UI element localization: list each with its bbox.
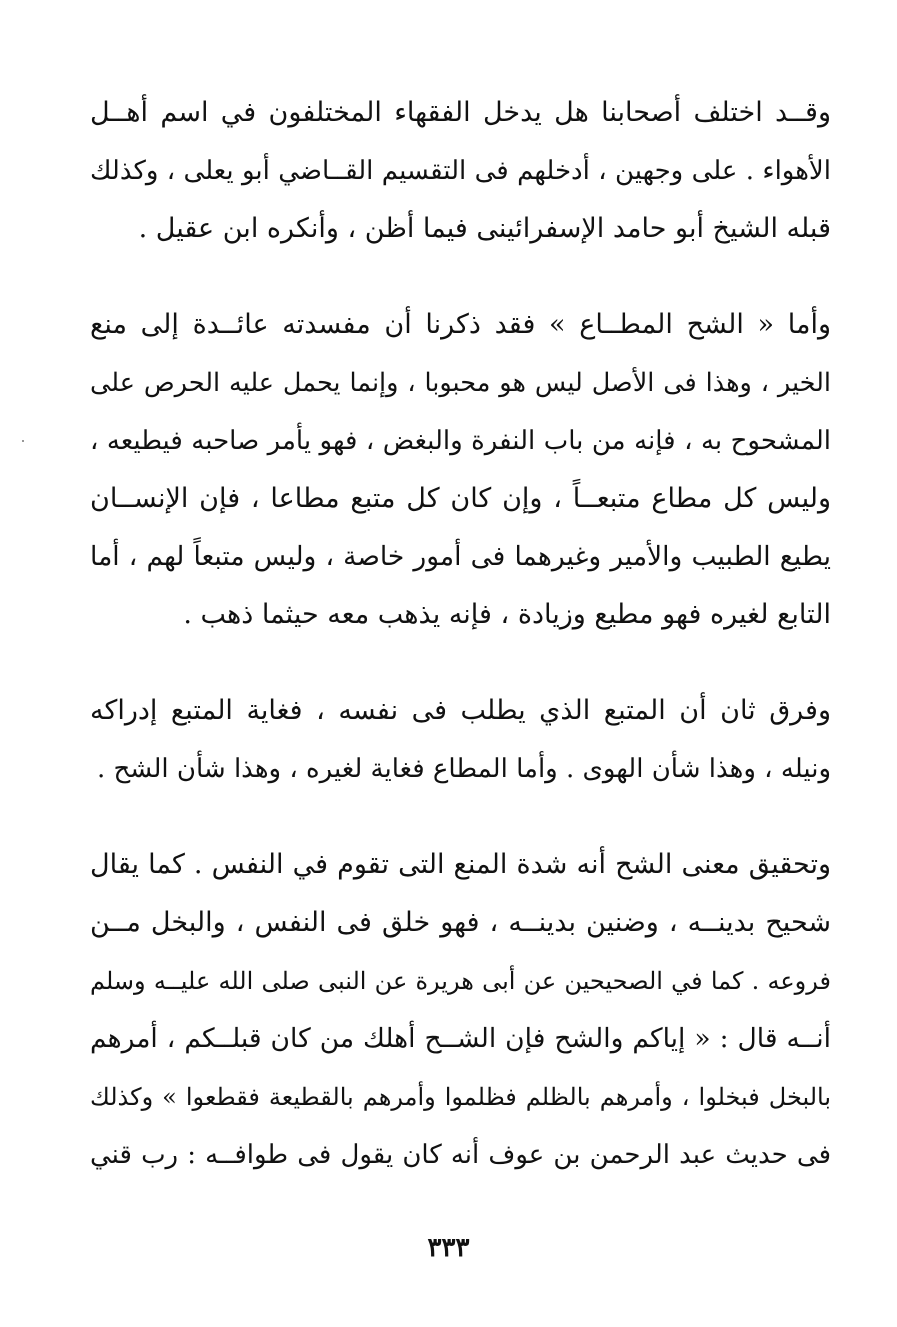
paragraph-4 [90,836,831,1184]
text-line: وتحقيق معنى الشح أنه شدة المنع التى تقوم في النفس . كما يقال [90,849,831,880]
scan-speck [22,440,24,442]
text-line: وأما « الشح المطــاع » فقد ذكرنا أن مفسدته عائــدة إلى منع [90,309,831,340]
page-number: ٣٣٣ [427,1233,470,1263]
body-text [90,84,831,1222]
text-line: وقــد اختلف أصحابنا هل يدخل الفقهاء المختلفون في اسم أهــل [90,97,831,128]
text-line: فى حديث عبد الرحمن بن عوف أنه كان يقول فى طوافــه : رب قني [90,1140,831,1170]
text-line: فروعه . كما في الصحيحين عن أبى هريرة عن النبى صلى الله عليــه وسلم [90,967,831,995]
text-line: الأهواء . على وجهين ، أدخلهم فى التقسيم القــاضي أبو يعلى ، وكذلك [90,156,831,186]
text-line: وفرق ثان أن المتبع الذي يطلب فى نفسه ، فغاية المتبع إدراكه [90,695,831,726]
text-line: المشحوح به ، فإنه من باب النفرة والبغض ، فهو يأمر صاحبه فيطيعه ، [90,426,831,456]
text-line: قبله الشيخ أبو حامد الإسفرائينى فيما أظن ، وأنكره ابن عقيل . [138,213,831,244]
text-line: أنــه قال : « إياكم والشح فإن الشــح أهلك من كان قبلــكم ، أمرهم [90,1023,831,1054]
text-line: بالبخل فبخلوا ، وأمرهم بالظلم فظلموا وأمرهم بالقطيعة فقطعوا » وكذلك [90,1083,831,1111]
paragraph-3 [90,682,831,798]
text-line: الخير ، وهذا فى الأصل ليس هو محبوبا ، وإنما يحمل عليه الحرص على [90,368,831,398]
text-line: التابع لغيره فهو مطيع وزيادة ، فإنه يذهب معه حيثما ذهب . [183,599,831,630]
text-line: ونيله ، وهذا شأن الهوى . وأما المطاع فغاية لغيره ، وهذا شأن الشح . [96,754,831,784]
text-line: وليس كل مطاع متبعــاً ، وإن كان كل متبع مطاعا ، فإن الإنســان [90,483,831,514]
text-line: شحيح بدينــه ، وضنين بدينــه ، فهو خلق فى النفس ، والبخل مــن [90,907,831,938]
text-line: يطيع الطبيب والأمير وغيرهما فى أمور خاصة ، وليس متبعاً لهم ، أما [90,541,831,572]
paragraph-1 [90,84,831,258]
paragraph-2 [90,296,831,644]
